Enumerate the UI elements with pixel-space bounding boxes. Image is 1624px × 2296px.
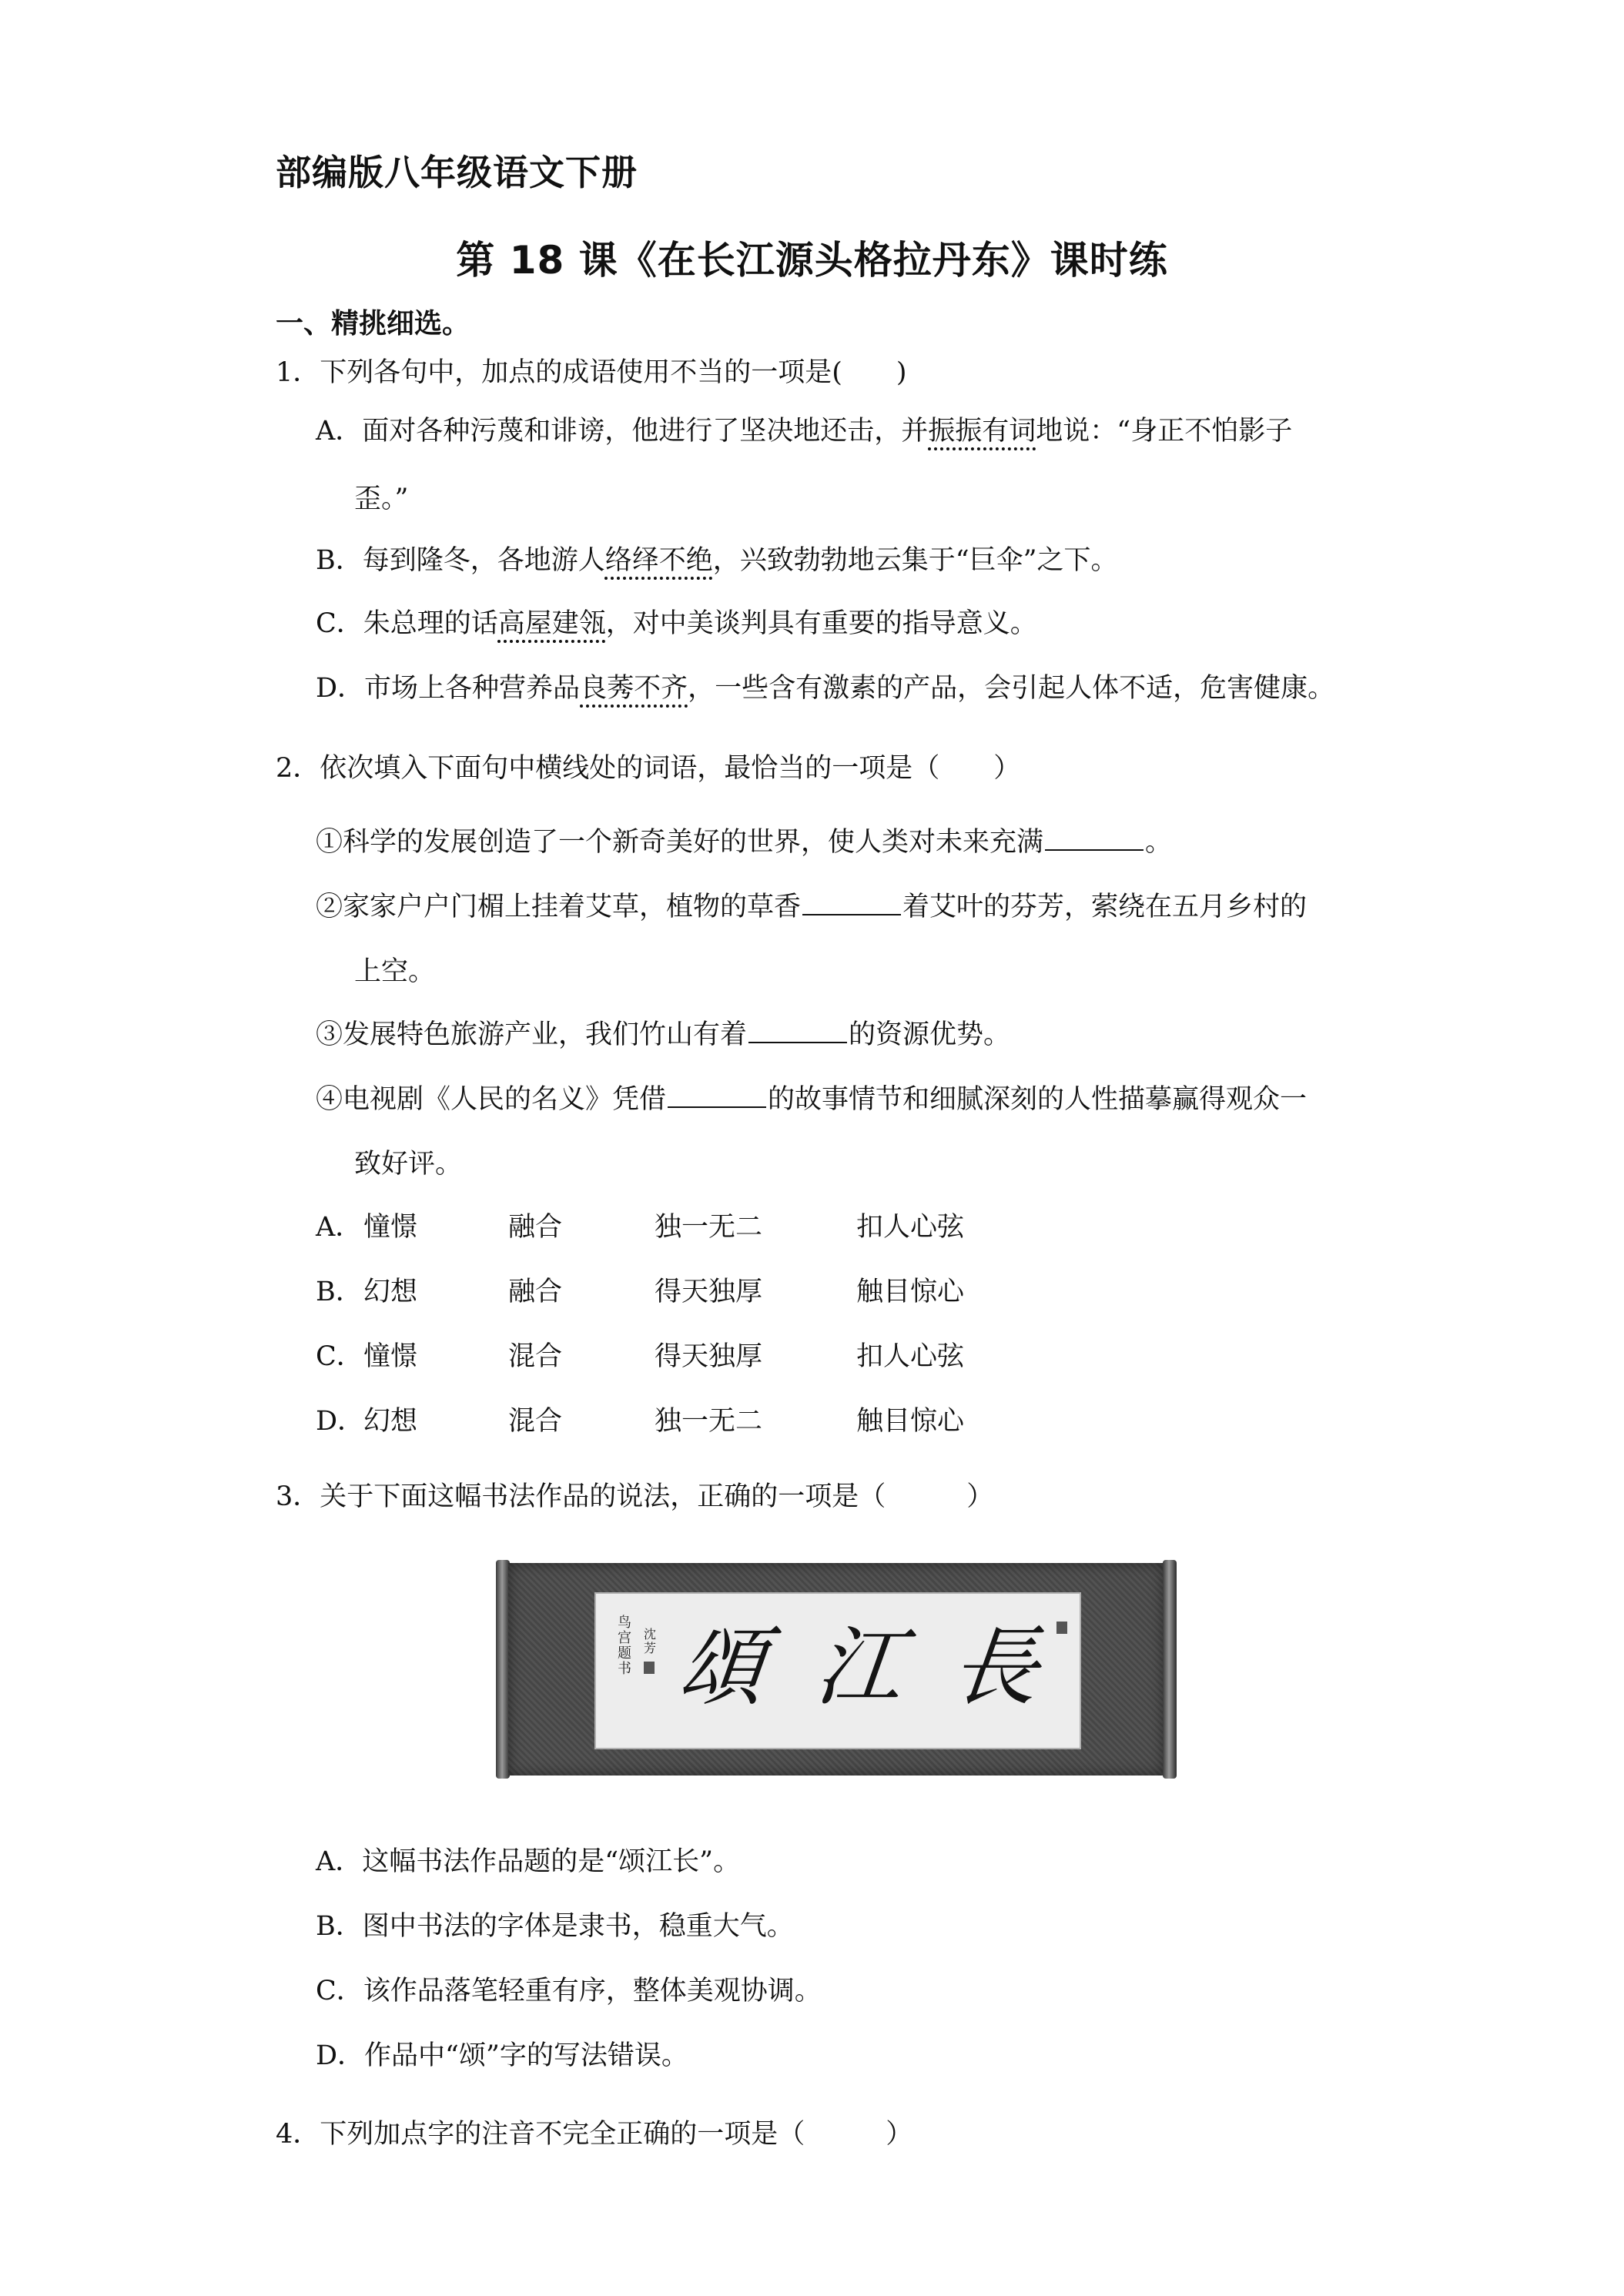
question-1-stem: 1．下列各句中，加点的成语使用不当的一项是( )	[276, 357, 907, 388]
scroll-rod-right	[1163, 1560, 1177, 1779]
choice-word: 独一无二	[655, 1406, 763, 1437]
calligraphy-character: 江	[811, 1618, 908, 1718]
fill-blank	[1045, 826, 1143, 851]
calligraphy-scroll-image	[504, 1563, 1169, 1776]
choice-word: 得天独厚	[655, 1341, 763, 1372]
question-3-stem: 3．关于下面这幅书法作品的说法，正确的一项是（ ）	[276, 1481, 994, 1512]
sentence-text: 。	[1145, 827, 1173, 858]
question-3-option-c: C．该作品落笔轻重有序，整体美观协调。	[316, 1976, 822, 2006]
option-text: 地说：“身正不怕影子	[1036, 416, 1293, 447]
question-1-option-a	[316, 414, 1292, 448]
calligraphy-character: 頌	[674, 1618, 771, 1718]
choice-word: 扣人心弦	[856, 1212, 965, 1243]
choice-word: 得天独厚	[655, 1277, 763, 1307]
question-2-stem: 2．依次填入下面句中横线处的词语，最恰当的一项是（ ）	[276, 753, 1021, 784]
dotted-idiom: 良莠不齐	[580, 673, 688, 704]
question-2-sentence-1	[316, 825, 1172, 859]
question-4-stem: 4．下列加点字的注音不完全正确的一项是（ ）	[276, 2119, 913, 2150]
choice-label: A．	[316, 1212, 363, 1243]
option-text: C．朱总理的话	[316, 608, 498, 639]
calligraphy-paper	[594, 1592, 1081, 1749]
seal-stamp	[644, 1662, 655, 1674]
dotted-idiom: 高屋建瓴	[497, 608, 606, 639]
sentence-text: 着艾叶的芬芳，萦绕在五月乡村的	[902, 892, 1308, 922]
choice-word: 独一无二	[655, 1212, 763, 1243]
lesson-title: 第 18 课《在长江源头格拉丹东》课时练	[456, 238, 1168, 283]
book-title: 部编版八年级语文下册	[276, 152, 638, 193]
question-2-sentence-4	[316, 1083, 1307, 1116]
question-2-sentence-2	[316, 890, 1307, 924]
choice-word: 混合	[508, 1406, 563, 1437]
option-text: ，一些含有激素的产品，会引起人体不适，危害健康。	[688, 673, 1335, 704]
question-1-option-b	[316, 544, 1118, 577]
option-text: ，兴致勃勃地云集于“巨伞”之下。	[712, 545, 1118, 576]
sentence-text: ②家家户户门楣上挂着艾草，植物的草香	[316, 892, 802, 922]
sentence-text: 的故事情节和细腻深刻的人性描摹赢得观众一	[768, 1084, 1308, 1115]
option-text: ，对中美谈判具有重要的指导意义。	[605, 608, 1037, 639]
choice-word: 触目惊心	[856, 1406, 965, 1437]
choice-word: 融合	[508, 1212, 563, 1243]
choice-word: 憧憬	[363, 1341, 418, 1372]
question-2-sentence-2-continued: 上空。	[354, 956, 436, 987]
sentence-text: ①科学的发展创造了一个新奇美好的世界，使人类对未来充满	[316, 827, 1044, 858]
choice-word: 触目惊心	[856, 1277, 965, 1307]
choice-word: 融合	[508, 1277, 563, 1307]
seal-stamp	[1056, 1622, 1067, 1634]
choice-word: 憧憬	[363, 1212, 418, 1243]
sentence-text: ③发展特色旅游产业，我们竹山有着	[316, 1019, 748, 1050]
sentence-text: 的资源优势。	[849, 1019, 1011, 1050]
option-text: A．面对各种污蔑和诽谤，他进行了坚决地还击，并	[316, 416, 929, 447]
calligraphy-character: 長	[946, 1618, 1043, 1718]
section-title: 一、精挑细选。	[276, 308, 470, 340]
choice-label: D．	[316, 1406, 365, 1437]
choice-label: C．	[316, 1341, 363, 1372]
choice-label: B．	[316, 1277, 363, 1307]
fill-blank	[802, 891, 901, 915]
option-text: D．市场上各种营养品	[316, 673, 581, 704]
question-3-option-b: B．图中书法的字体是隶书，稳重大气。	[316, 1911, 794, 1942]
calligraphy-inscription: 鸟宫题书	[618, 1615, 631, 1677]
sentence-text: ④电视剧《人民的名义》凭借	[316, 1084, 667, 1115]
fill-blank	[668, 1083, 766, 1108]
question-3-option-a: A．这幅书法作品题的是“颂江长”。	[316, 1846, 741, 1877]
question-1-option-d	[316, 671, 1334, 705]
scroll-mount	[508, 1563, 1164, 1776]
choice-word: 幻想	[363, 1406, 418, 1437]
option-text: B．每到隆冬，各地游人	[316, 545, 605, 576]
dotted-idiom: 络绎不绝	[604, 545, 713, 576]
fill-blank	[748, 1019, 847, 1043]
question-2-sentence-3	[316, 1018, 1010, 1052]
question-2-sentence-4-continued: 致好评。	[354, 1149, 463, 1180]
question-3-option-d: D．作品中“颂”字的写法错误。	[316, 2040, 688, 2071]
choice-word: 混合	[508, 1341, 563, 1372]
choice-word: 扣人心弦	[856, 1341, 965, 1372]
question-1-option-c	[316, 607, 1037, 641]
calligraphy-signature: 沈芳	[644, 1627, 657, 1655]
question-1-option-a-continued: 歪。”	[354, 484, 409, 514]
choice-word: 幻想	[363, 1277, 418, 1307]
dotted-idiom: 振振有词	[928, 416, 1036, 447]
